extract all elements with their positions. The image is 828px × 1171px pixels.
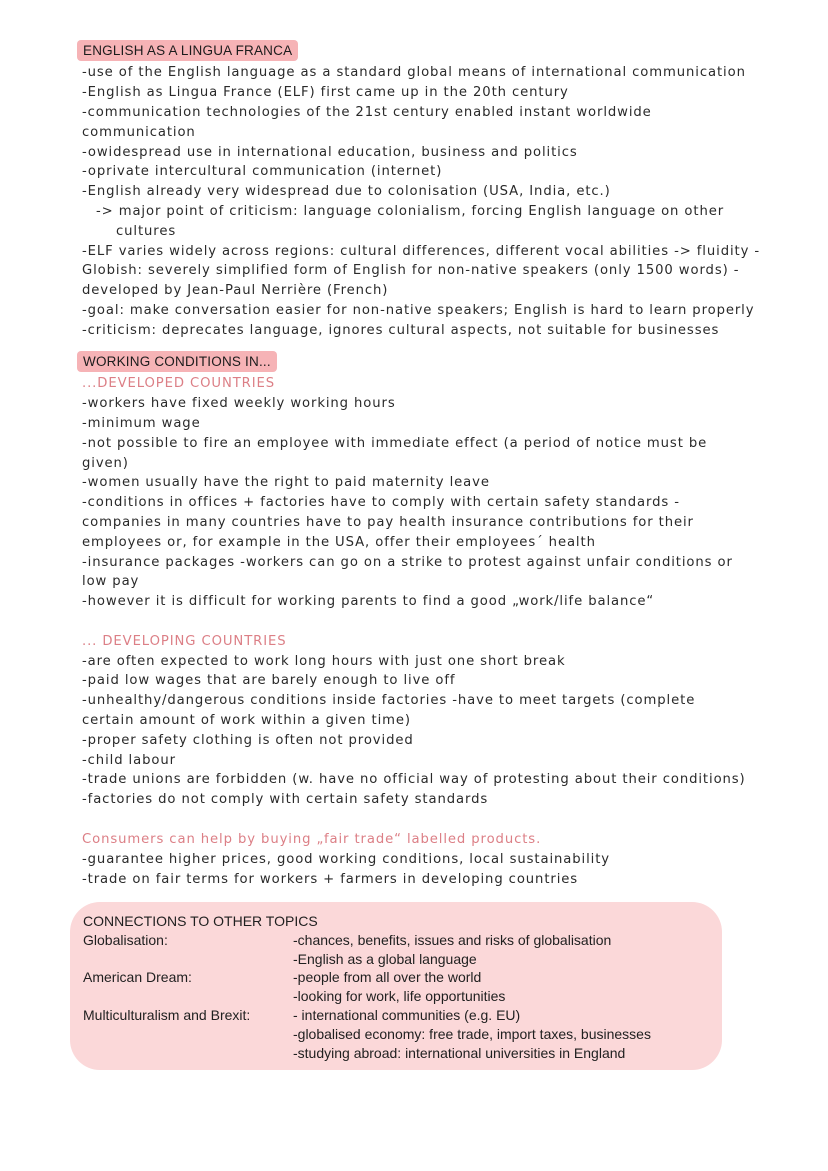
consumers-line: -guarantee higher prices, good working conditions, local sustainability: [82, 852, 610, 867]
elf-line: -English as Lingua France (ELF) first came up in the 20th century: [82, 85, 569, 100]
developing-line: -are often expected to work long hours with just one short break: [82, 654, 566, 669]
connection-text: -chances, benefits, issues and risks of globalisation: [293, 932, 612, 948]
elf-line: communication: [82, 125, 196, 140]
consumers-title: Consumers can help by buying „fair trade“ labelled products.: [82, 832, 542, 847]
developing-line: -proper safety clothing is often not provided: [82, 733, 414, 748]
connection-text: -people from all over the world: [293, 969, 482, 985]
connection-text: - international communities (e.g. EU): [293, 1007, 521, 1023]
developed-line: -women usually have the right to paid maternity leave: [82, 475, 490, 490]
developed-line: given): [82, 456, 129, 471]
elf-line: -oprivate intercultural communication (internet): [82, 164, 443, 179]
elf-line: -use of the English language as a standard global means of international communication: [82, 65, 746, 80]
elf-line: -goal: make conversation easier for non-native speakers; English is hard to learn properly: [82, 303, 755, 318]
connection-label: Globalisation:: [83, 932, 168, 948]
working-heading: WORKING CONDITIONS IN...: [77, 351, 277, 372]
developing-line: certain amount of work within a given time): [82, 713, 411, 728]
developing-line: -child labour: [82, 753, 176, 768]
elf-line: -owidespread use in international education, business and politics: [82, 145, 578, 160]
elf-line: -English already very widespread due to colonisation (USA, India, etc.): [82, 184, 611, 199]
developed-line: employees or, for example in the USA, offer their employees´ health: [82, 535, 596, 550]
developing-line: -unhealthy/dangerous conditions inside factories -have to meet targets (complete: [82, 693, 696, 708]
connection-text: -English as a global language: [293, 951, 477, 967]
developed-line: -insurance packages -workers can go on a strike to protest against unfair conditions or: [82, 555, 733, 570]
developed-line: companies in many countries have to pay health insurance contributions for their: [82, 515, 694, 530]
connection-text: -globalised economy: free trade, import taxes, businesses: [293, 1026, 651, 1042]
developing-line: -paid low wages that are barely enough to live off: [82, 673, 456, 688]
developed-line: low pay: [82, 574, 140, 589]
developed-line: -not possible to fire an employee with immediate effect (a period of notice must be: [82, 436, 708, 451]
elf-line: -communication technologies of the 21st century enabled instant worldwide: [82, 105, 652, 120]
elf-line: -ELF varies widely across regions: cultural differences, different vocal abilities -> fluidity -: [82, 244, 761, 259]
elf-heading: ENGLISH AS A LINGUA FRANCA: [77, 40, 298, 61]
developed-line: -however it is difficult for working parents to find a good „work/life balance“: [82, 594, 655, 609]
elf-line: -criticism: deprecates language, ignores cultural aspects, not suitable for businesses: [82, 323, 720, 338]
consumers-line: -trade on fair terms for workers + farmers in developing countries: [82, 872, 579, 887]
elf-line: Globish: severely simplified form of English for non-native speakers (only 1500 words) -: [82, 263, 740, 278]
connection-text: -studying abroad: international universities in England: [293, 1045, 626, 1061]
elf-line: -> major point of criticism: language colonialism, forcing English language on other: [96, 204, 725, 219]
developed-line: -minimum wage: [82, 416, 201, 431]
developed-line: -conditions in offices + factories have to comply with certain safety standards -: [82, 495, 680, 510]
connection-label: Multiculturalism and Brexit:: [83, 1007, 251, 1023]
connection-text: -looking for work, life opportunities: [293, 988, 506, 1004]
elf-line: developed by Jean-Paul Nerrière (French): [82, 283, 389, 298]
connections-heading: CONNECTIONS TO OTHER TOPICS: [83, 913, 318, 929]
developing-line: -trade unions are forbidden (w. have no official way of protesting about their conditions): [82, 772, 746, 787]
developed-line: -workers have fixed weekly working hours: [82, 396, 396, 411]
developed-title: ...DEVELOPED COUNTRIES: [82, 376, 276, 391]
elf-line: cultures: [116, 224, 177, 239]
developing-title: ... DEVELOPING COUNTRIES: [82, 634, 287, 649]
developing-line: -factories do not comply with certain safety standards: [82, 792, 489, 807]
connection-label: American Dream:: [83, 969, 192, 985]
